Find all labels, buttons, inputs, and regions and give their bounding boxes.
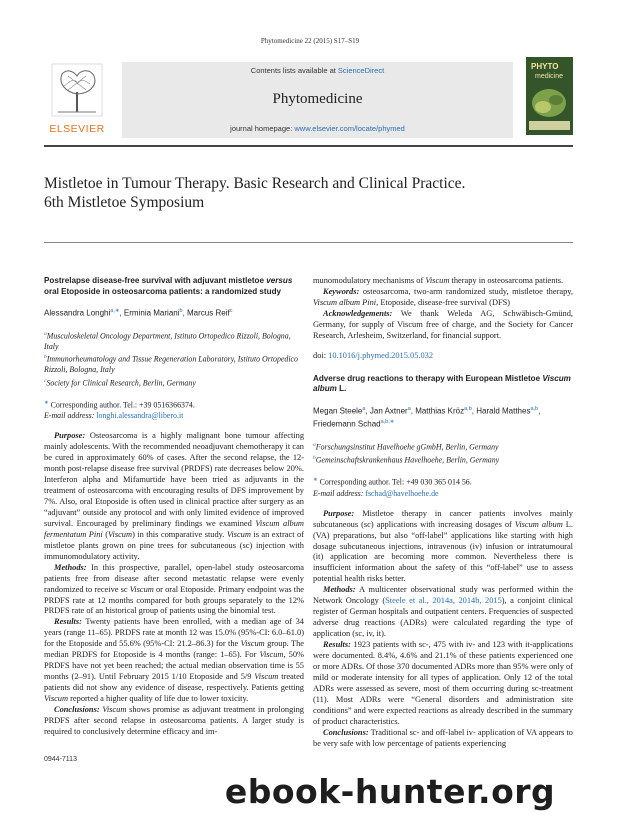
article2-affiliation-a: $^a$Forschungsinstitut Havelhoehe gGmbH, Berlin, Germany xyxy=(313,442,499,452)
issue-title-line-2: 6th Mistletoe Symposium xyxy=(44,194,205,211)
article1-corresponding-author: ∗ Corresponding author. Tel.: +39 0516366374. xyxy=(44,399,195,410)
article2-affiliation-b: $^b$Gemeinschaftskrankenhaus Havelhoehe, Berlin, Germany xyxy=(313,455,500,465)
article1-authors: Alessandra Longhi$^{a,∗}$, Erminia Mariani$^b$, Marcus Reif$^c$ xyxy=(44,308,233,318)
article1-doi: doi: 10.1016/j.phymed.2015.05.032 xyxy=(313,350,434,360)
title-rule xyxy=(44,242,573,243)
article1-affiliation-b: $^b$Immunorheumatology and Tissue Regeneration Laboratory, Istituto Ortopedico Rizzoli, Bologna, Italy xyxy=(44,354,298,375)
article1-keywords: Keywords: osteosarcoma, two-arm randomized study, mistletoe therapy, Viscum album Pini, Etoposide, disease-free survival (DFS) xyxy=(313,286,574,307)
left-column xyxy=(44,276,304,738)
article1-title: Postrelapse disease-free survival with adjuvant mistletoe versus oral Etoposide in osteosarcoma patients: a randomized study xyxy=(44,276,293,296)
journal-cover-image xyxy=(526,57,573,135)
article1-methods: Methods: In this prospective, parallel, open-label study osteosarcoma patients free from disease after second metastatic relapse were evenly randomized to receive sc Viscum or oral Etoposide. Primary endpoint was the PRDFS rate at 12 months compared for both groups separately to the 12% PRDFS rate of an historical group of patients using the binomial test. xyxy=(44,562,304,616)
article2-conclusions: Conclusions: Traditional sc- and off-label iv- application of VA appears to be very safe with low percentage of patients experiencing xyxy=(313,727,573,748)
contents-line xyxy=(122,66,513,75)
article1-affiliation-a: $^a$Musculoskeletal Oncology Department, Istituto Ortopedico Rizzoli, Bologna, Italy xyxy=(44,330,291,351)
article2-corresponding-author: ∗ Corresponding author. Tel: +49 030 365 014 56. xyxy=(313,477,472,487)
article2-title: Adverse drug reactions to therapy with European Mistletoe Viscum album L. xyxy=(313,373,571,394)
homepage-prefix: journal homepage: xyxy=(230,124,295,133)
article2-email-link[interactable]: fschad@havelhoehe.de xyxy=(365,488,439,498)
article1-conclusions-continued: munomodulatory mechanisms of Viscum therapy in osteosarcoma patients. xyxy=(313,276,564,285)
article1-email-line: E-mail address: longhi.alessandra@libero.it xyxy=(44,411,184,421)
homepage-line xyxy=(122,124,513,133)
article1-results: Results: Twenty patients have been enrolled, with a median age of 34 years (range 11–65). PRDFS rate at month 12 was 15.0% (95%-CI: 6.0–61.0) for the Etoposide and 55.6% (95%-CI: 21.2–86.3) for the Viscum group. The median PRDFS for Etoposide is 4 months (range: 1–65). For Viscum, 50% PRDFS have not yet been reached; the actual median observation time is 55 months (2–91). Until February 2015 1/10 Etoposide and 5/9 Viscum treated patients did not show any evidence of disease, respectively. Patients getting Viscum reported a higher quality of life due to lower toxicity. xyxy=(44,617,304,704)
cover-title-1: PHYTO xyxy=(531,62,559,71)
article1-conclusions: Conclusions: Viscum shows promise as adjuvant treatment in prolonging PRDFS after second relapse in osteosarcoma patients. A larger study is required to conclusively determine efficacy and im- xyxy=(44,705,304,736)
watermark: ebook-hunter.org xyxy=(224,772,556,811)
cover-title-2: medicine xyxy=(535,73,564,80)
article2-authors: Megan Steele$^a$, Jan Axtner$^a$, Matthias Kröz$^{a,b}$, Harald Matthes$^{a,b}$, Friedemann Schad$^{a,b,∗}$ xyxy=(313,405,541,430)
issue-title xyxy=(44,174,584,212)
header-rule xyxy=(44,145,573,147)
article2-purpose: Purpose: Mistletoe therapy in cancer patients involves mainly subcutaneous (sc) applications with increasing dosages of Viscum album L. (VA) preparations, but also “off-label” applications like starting with high dosage subcutaneous injections, intravenous (iv) infusion or intratumoural (it) application are becoming more common. Nevertheless there is insufficient information about the safety of this “off-label” use to assess potential health risks better. xyxy=(313,508,573,584)
issn: 0944-7113 xyxy=(44,756,77,763)
article2-citation-link[interactable]: Steele et al., 2014a, 2014b, 2015 xyxy=(385,596,502,606)
publisher-name: ELSEVIER xyxy=(49,123,105,135)
article2-methods: Methods: A multicenter observational study was performed within the Network Oncology (Steele et al., 2014a, 2014b, 2015), a conjoint clinical register of German hospitals and outpatient centers. Frequencies of suspected adverse drug reactions (ADRs) were calculated regarding the type of application (sc, iv, it). xyxy=(313,585,573,639)
article1-doi-link[interactable]: 10.1016/j.phymed.2015.05.032 xyxy=(328,350,434,360)
running-head: Phytomedicine 22 (2015) S17–S19 xyxy=(260,37,360,45)
article2-results: Results: 1923 patients with sc-, 475 with iv- and 123 with it-applications were documented. 8.4%, 4.6% and 21.1% of these patients experienced one or more ADRs. Of those 370 documented ADRs more than 95% were only of mild or moderate intensity for all types of application. Only 12 of the total ADRs were assessed as severe, most of them occurring during sc-treatment (11). Most ADRs were “General disorders and administration site conditions” and were expected reactions as already described in the summary of product characteristics. xyxy=(313,640,573,726)
article2-email-line: E-mail address: fschad@havelhoehe.de xyxy=(313,488,439,498)
right-column xyxy=(313,276,573,750)
issue-title-line-1: Mistletoe in Tumour Therapy. Basic Research and Clinical Practice. xyxy=(44,175,466,192)
article1-affiliation-c: $^c$Society for Clinical Research, Berlin, Germany xyxy=(44,377,196,388)
article1-email-link[interactable]: longhi.alessandra@libero.it xyxy=(96,411,184,421)
article1-purpose: Purpose: Osteosarcoma is a highly malignant bone tumour affecting mainly adolescents. With the recommended neoadjuvant chemotherapy it can be cured in approximately 60% of cases. After the second relapse, the 12-month post-relapse disease free survival (PRDFS) rate decreases below 20%. Interferon alpha and Mifamurtide have been tried as adjuvants in the treatment of osteosarcoma with encouraging results of DFS improvement by 7%. Also, oral Etoposide is often used in clinical practice after surgery as an “adjuvant” outside any protocol and with only limited evidence of improved survival. Encouraged by preliminary findings we examined Viscum album fermentatum Pini (Viscum) in this comparative study. Viscum is an extract of mistletoe plants grown on pine trees for subcutaneous (sc) injection with immunomodulatory activity. xyxy=(44,431,305,561)
sciencedirect-link[interactable]: ScienceDirect xyxy=(337,66,385,75)
contents-prefix: Contents lists available at xyxy=(250,66,338,75)
homepage-link[interactable]: www.elsevier.com/locate/phymed xyxy=(294,124,405,133)
journal-name: Phytomedicine xyxy=(272,91,363,107)
article1-acknowledgements: Acknowledgements: We thank Weleda AG, Schwäbisch-Gmünd, Germany, for supply of Viscum free of charge, and the Society for Cancer Research, Arlesheim, Switzerland, for financial support. xyxy=(313,308,573,340)
